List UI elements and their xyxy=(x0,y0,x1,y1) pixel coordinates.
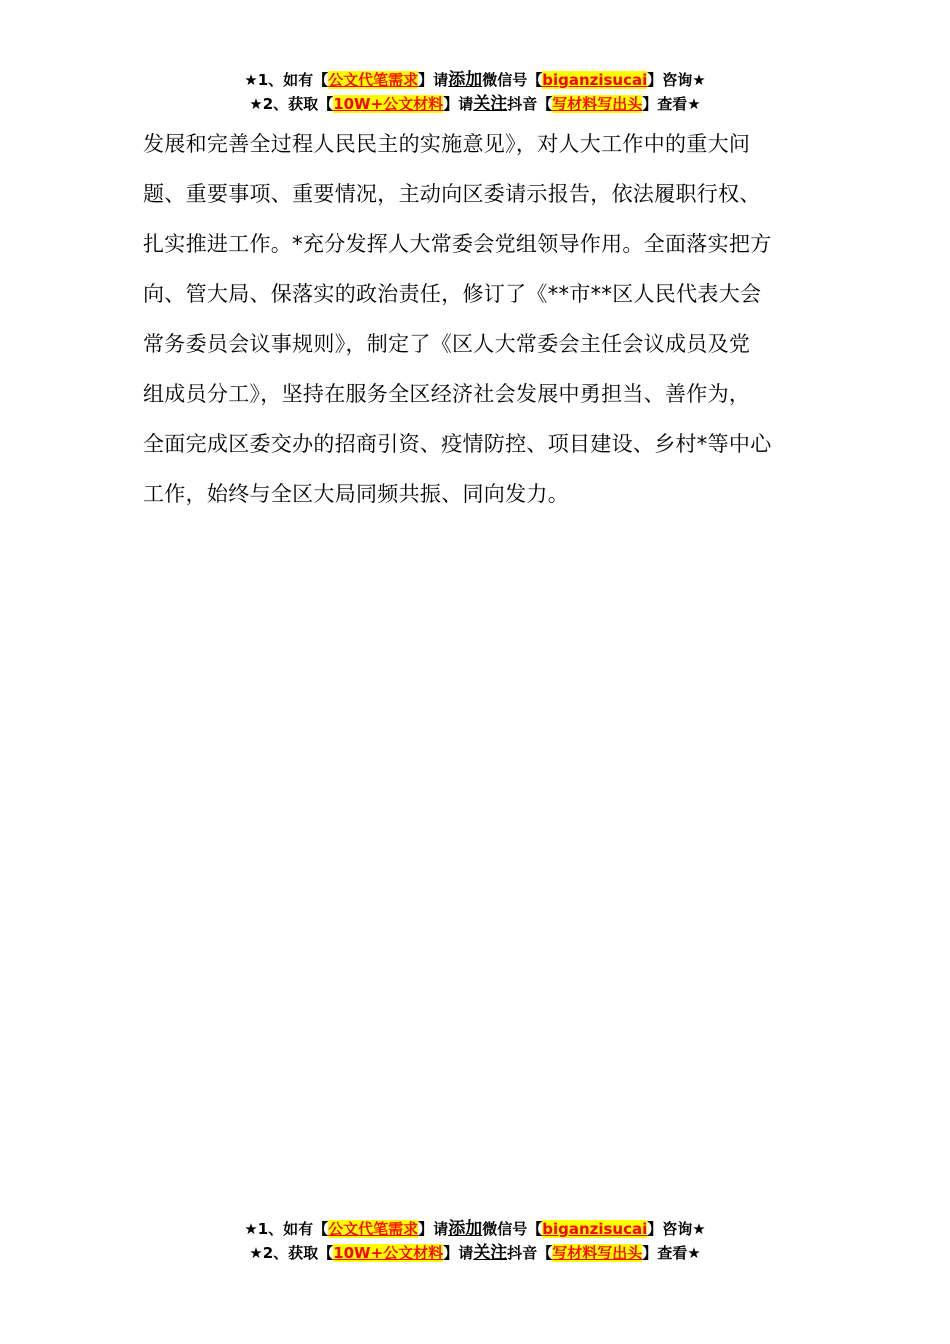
banner-line1-mid1: 】请 xyxy=(418,1220,449,1238)
body-line: 向、管大局、保落实的政治责任，修订了《**市**区人民代表大会 xyxy=(143,282,762,306)
banner-line1-mid2: 微信号【 xyxy=(482,1220,543,1238)
banner-line2-highlight-materials: 10W+公文材料 xyxy=(333,95,444,113)
body-line: 工作，始终与全区大局同频共振、同向发力。 xyxy=(143,482,569,506)
banner-line1-suffix: 】咨询★ xyxy=(647,1220,706,1238)
body-line: 常务委员会议事规则》，制定了《区人大常委会主任会议成员及党 xyxy=(143,332,751,356)
banner-line-2 xyxy=(0,92,950,116)
banner-line2-mid1: 】请 xyxy=(443,1244,474,1262)
banner-line2-highlight-douyin: 写材料写出头 xyxy=(552,95,643,113)
banner-line2-mid2: 抖音【 xyxy=(507,95,553,113)
banner-line-1 xyxy=(0,1217,950,1241)
banner-line1-highlight-wechat: biganzisucai xyxy=(542,71,648,89)
banner-line-2 xyxy=(0,1241,950,1265)
banner-line2-highlight-douyin: 写材料写出头 xyxy=(552,1244,643,1262)
banner-line1-highlight-wechat: biganzisucai xyxy=(542,1220,648,1238)
body-line: 组成员分工》，坚持在服务全区经济社会发展中勇担当、善作为， xyxy=(143,382,751,406)
banner-line1-emphasis: 添加 xyxy=(448,70,483,90)
footer-banner xyxy=(0,1217,950,1265)
banner-line1-mid2: 微信号【 xyxy=(482,71,543,89)
banner-line2-prefix: ★2、获取【 xyxy=(249,1244,334,1262)
document-body xyxy=(143,119,809,519)
banner-line1-highlight-service: 公文代笔需求 xyxy=(328,71,419,89)
body-line: 发展和完善全过程人民民主的实施意见》，对人大工作中的重大问 xyxy=(143,132,751,156)
banner-line2-suffix: 】查看★ xyxy=(642,95,701,113)
banner-line2-mid1: 】请 xyxy=(443,95,474,113)
banner-line1-suffix: 】咨询★ xyxy=(647,71,706,89)
banner-line1-prefix: ★1、如有【 xyxy=(244,71,329,89)
banner-line2-emphasis: 关注 xyxy=(473,94,508,114)
banner-line1-mid1: 】请 xyxy=(418,71,449,89)
banner-line1-highlight-service: 公文代笔需求 xyxy=(328,1220,419,1238)
banner-line2-prefix: ★2、获取【 xyxy=(249,95,334,113)
header-banner xyxy=(0,68,950,116)
banner-line1-prefix: ★1、如有【 xyxy=(244,1220,329,1238)
banner-line2-emphasis: 关注 xyxy=(473,1243,508,1263)
banner-line2-highlight-materials: 10W+公文材料 xyxy=(333,1244,444,1262)
banner-line1-emphasis: 添加 xyxy=(448,1219,483,1239)
body-line: 题、重要事项、重要情况，主动向区委请示报告，依法履职行权、 xyxy=(143,182,761,206)
banner-line-1 xyxy=(0,68,950,92)
body-line: 全面完成区委交办的招商引资、疫情防控、项目建设、乡村*等中心 xyxy=(143,432,772,456)
banner-line2-mid2: 抖音【 xyxy=(507,1244,553,1262)
body-line: 扎实推进工作。*充分发挥人大常委会党组领导作用。全面落实把方 xyxy=(143,232,772,256)
banner-line2-suffix: 】查看★ xyxy=(642,1244,701,1262)
